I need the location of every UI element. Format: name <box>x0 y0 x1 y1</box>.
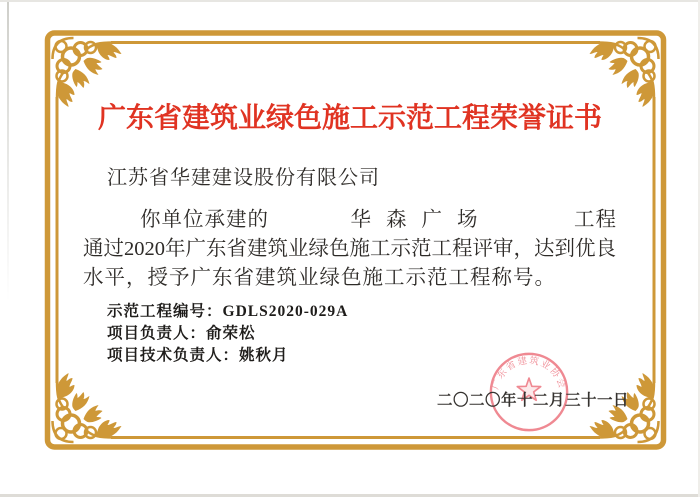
body-line-3: 水平，授予广东省建筑业绿色施工示范工程称号。 <box>83 267 556 289</box>
project-manager-row <box>107 323 348 345</box>
body-line1-prefix: 你单位承建的 <box>140 209 269 231</box>
project-number-value: GDLS2020-029A <box>222 303 349 320</box>
project-name: 华森广场 <box>350 209 493 231</box>
project-manager-label: 项目负责人： <box>107 325 207 342</box>
project-manager-value: 俞荣松 <box>206 325 256 342</box>
project-number-row <box>107 301 348 323</box>
technical-manager-value: 姚秋月 <box>239 347 289 364</box>
technical-manager-label: 项目技术负责人： <box>107 347 240 364</box>
issue-date: 二〇二〇年十二月三十一日 <box>437 392 630 409</box>
certificate-title: 广东省建筑业绿色施工示范工程荣誉证书 <box>97 103 602 134</box>
body-line-1 <box>85 202 617 232</box>
seal-arc-text: 广东省建筑业协会 <box>491 356 567 392</box>
project-details <box>107 301 348 367</box>
body-line1-suffix: 工程 <box>574 209 617 231</box>
project-number-label: 示范工程编号： <box>107 303 223 320</box>
technical-manager-row <box>107 345 348 367</box>
recipient-company: 江苏省华建建设股份有限公司 <box>107 167 380 189</box>
body-line-2: 通过2020年广东省建筑业绿色施工示范工程评审，达到优良 <box>83 238 616 260</box>
